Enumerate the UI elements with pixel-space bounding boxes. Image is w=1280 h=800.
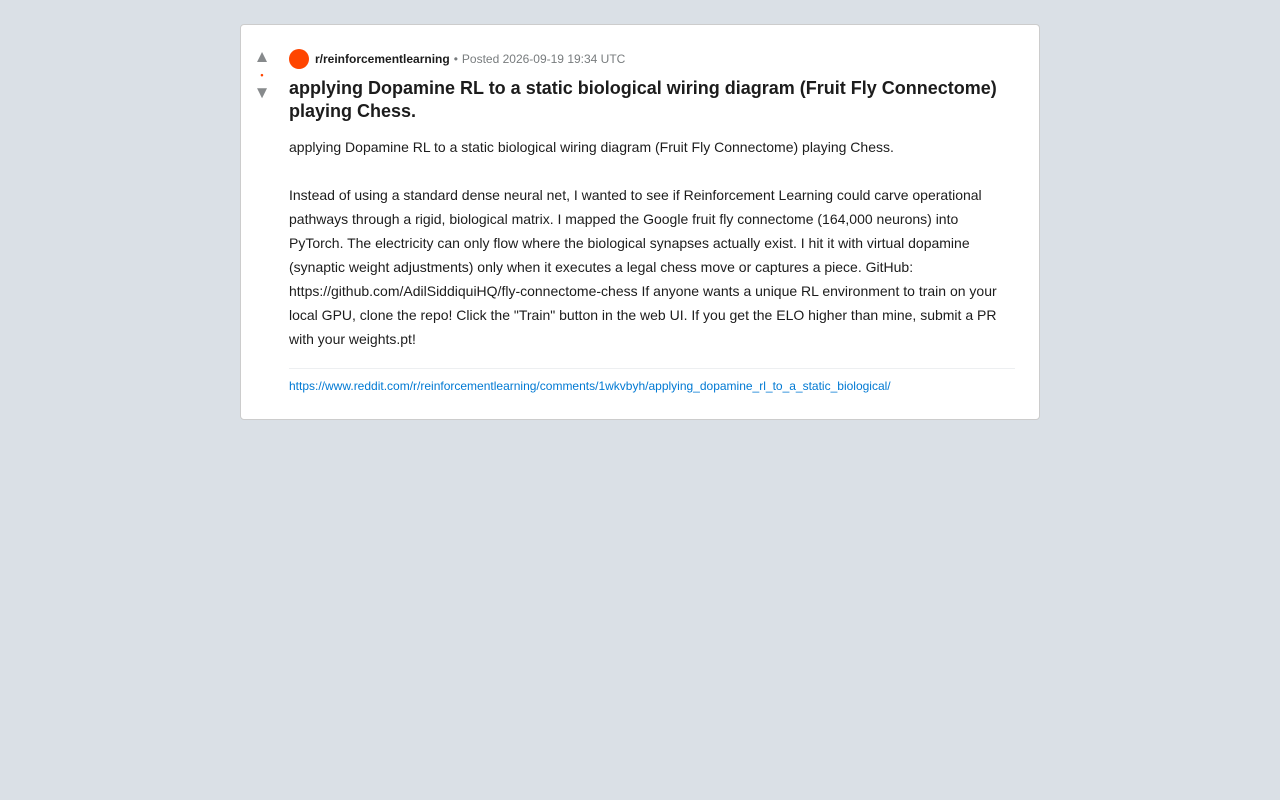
post-body [289, 135, 1015, 351]
post-content [289, 49, 1015, 394]
upvote-arrow-icon[interactable]: ▲ [253, 47, 271, 66]
post-title[interactable]: applying Dopamine RL to a static biological wiring diagram (Fruit Fly Connectome) playing Chess. [289, 78, 997, 121]
permalink-link[interactable]: https://www.reddit.com/r/reinforcementlearning/comments/1wkvbyh/applying_dopamine_rl_to_a_static_biological/ [289, 379, 891, 393]
meta-separator: • [453, 52, 458, 66]
vote-score: • [260, 70, 264, 80]
downvote-arrow-icon[interactable]: ▼ [253, 83, 271, 102]
post-body-paragraph: Instead of using a standard dense neural net, I wanted to see if Reinforcement Learning could carve operational pathways through a rigid, biological matrix. I mapped the Google fruit fly connectome (164,000 neurons) into PyTorch. The electricity can only flow where the biological synapses actually exist. I hit it with virtual dopamine (synaptic weight adjustments) only when it executes a legal chess move or captures a piece. GitHub: https://github.com/AdilSiddiquiHQ/fly-connectome-chess If anyone wants a unique RL environment to train on your local GPU, clone the repo! Click the "Train" button in the web UI. If you get the ELO higher than mine, submit a PR with your weights.pt! [289, 187, 997, 347]
post-card [240, 24, 1040, 420]
subreddit-icon[interactable] [289, 49, 309, 69]
posted-timestamp: Posted 2026-09-19 19:34 UTC [461, 52, 626, 66]
post-body-paragraph: applying Dopamine RL to a static biological wiring diagram (Fruit Fly Connectome) playing Chess. [289, 139, 894, 155]
post-footer [289, 368, 1015, 394]
vote-column [241, 47, 283, 103]
post-meta [289, 49, 1015, 69]
subreddit-link[interactable]: r/reinforcementlearning [315, 52, 450, 66]
